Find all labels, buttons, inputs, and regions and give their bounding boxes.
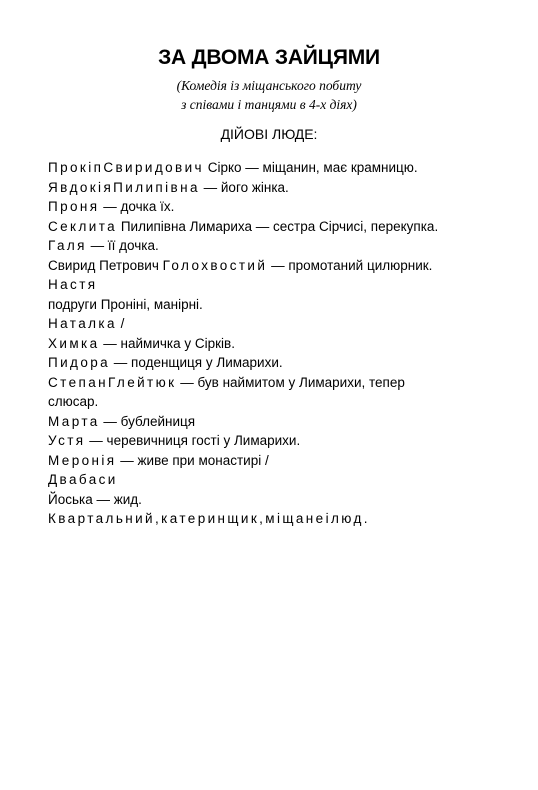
character-description: слюсар. — [48, 394, 99, 409]
cast-line — [48, 373, 508, 393]
character-description: — бублейниця — [99, 413, 196, 429]
character-name: Галя — [48, 238, 87, 253]
cast-heading: ДІЙОВІ ЛЮДЕ: — [220, 126, 318, 142]
cast-line — [48, 470, 508, 490]
character-name: ПрокіпСвиридович — [48, 160, 204, 175]
character-description: — промотаний цилюрник. — [267, 257, 433, 273]
cast-line — [48, 197, 508, 217]
cast-line — [48, 275, 508, 295]
character-name: Устя — [48, 433, 86, 448]
character-description: — наймичка у Сірків. — [99, 335, 235, 351]
cast-line — [48, 392, 508, 412]
cast-line — [48, 451, 508, 471]
cast-list — [48, 158, 508, 529]
character-name: Меронія — [48, 452, 117, 468]
character-prefix: Свирид Петрович — [48, 257, 163, 273]
cast-line — [48, 158, 508, 178]
cast-line — [48, 178, 508, 198]
play-title: ЗА ДВОМА ЗАЙЦЯМИ — [158, 46, 380, 69]
character-name: Голохвостий — [162, 257, 268, 273]
character-name: Двабаси — [48, 472, 118, 487]
cast-line — [48, 412, 508, 432]
cast-line — [48, 295, 508, 315]
character-description: — був наймитом у Лимарихи, тепер — [176, 374, 405, 390]
character-description: — черевичниця гості у Лимарихи. — [85, 433, 301, 448]
cast-line — [48, 431, 508, 451]
character-description: подруги Проніні, манірні. — [48, 296, 203, 312]
cast-line — [48, 314, 508, 334]
character-name: Марта — [48, 413, 100, 429]
cast-line — [48, 256, 508, 276]
character-name: Квартальний,катеринщик,міщанеілюд. — [48, 511, 370, 526]
cast-line — [48, 353, 508, 373]
character-name: Настя — [48, 277, 98, 292]
character-description: — поденщиця у Лимарихи. — [110, 355, 283, 370]
character-description: — живе при монастирі / — [116, 452, 269, 468]
cast-line — [48, 334, 508, 354]
subtitle-line-1: (Комедія із міщанського побиту — [176, 78, 362, 93]
character-name: Химка — [48, 335, 100, 351]
character-description: — дочка їх. — [99, 199, 175, 214]
character-description: Сірко — міщанин, має крамницю. — [203, 160, 418, 175]
play-subtitle — [0, 76, 538, 114]
character-name: Наталка — [48, 316, 117, 331]
character-name: СтепанГлейтюк — [48, 374, 177, 390]
character-description: Йоська — жид. — [48, 491, 142, 507]
character-description: — її дочка. — [86, 238, 159, 253]
character-description: / — [116, 316, 125, 331]
character-name: Пидора — [48, 355, 111, 370]
subtitle-line-2: з співами і танцями в 4-х діях) — [181, 97, 357, 112]
cast-line — [48, 490, 508, 510]
cast-line — [48, 217, 508, 237]
character-description: — його жінка. — [199, 179, 289, 195]
cast-line — [48, 236, 508, 256]
character-name: Проня — [48, 199, 100, 214]
cast-line — [48, 509, 508, 529]
character-description: Пилипівна Лимариха — сестра Сірчисі, перекупка. — [117, 218, 439, 234]
character-name: Секлита — [48, 218, 118, 234]
character-name: ЯвдокіяПилипівна — [48, 179, 200, 195]
